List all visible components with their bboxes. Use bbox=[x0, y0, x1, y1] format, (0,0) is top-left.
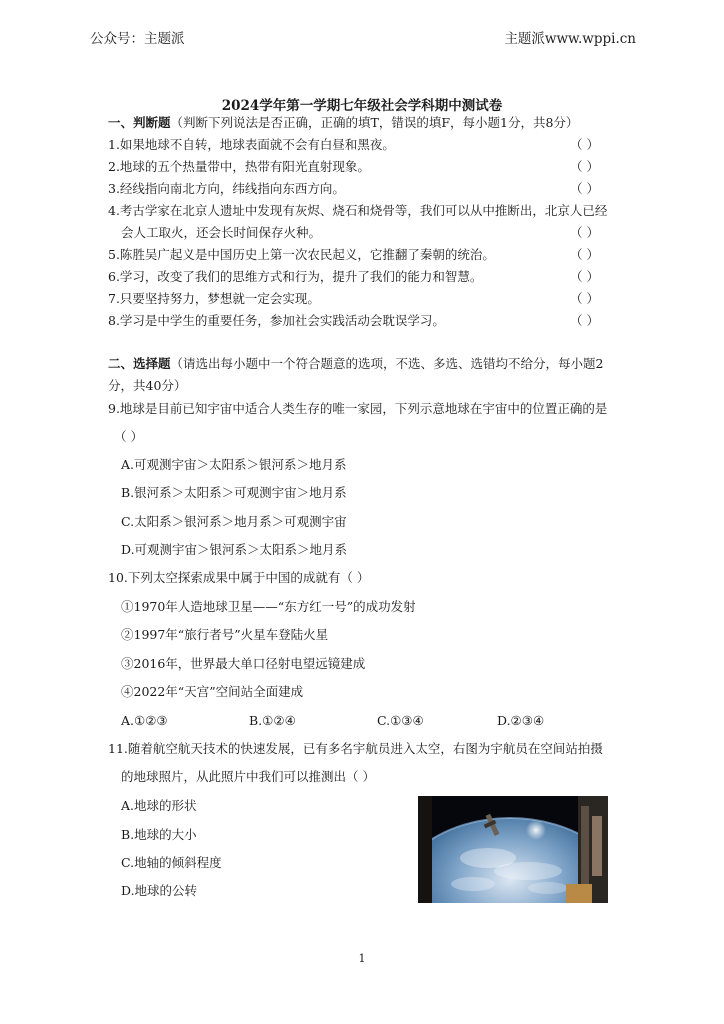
judge-item-text: 7.只要坚持努力，梦想就一定会实现。 bbox=[108, 291, 320, 306]
judge-item-text: 1.如果地球不自转，地球表面就不会有白昼和黑夜。 bbox=[108, 137, 395, 152]
answer-paren: （ ） bbox=[570, 247, 599, 262]
q9-stem: 9.地球是目前已知宇宙中适合人类生存的唯一家园，下列示意地球在宇宙中的位置正确的是 bbox=[108, 401, 608, 416]
header-right-text: 主题派www.wppi.cn bbox=[504, 31, 636, 47]
q11-option-d: D.地球的公转 bbox=[121, 883, 198, 898]
page-number: 1 bbox=[358, 952, 366, 965]
q10-option-d: D.②③④ bbox=[497, 713, 545, 728]
judge-item-3 bbox=[108, 178, 345, 200]
judge-item-8 bbox=[108, 310, 445, 332]
section1-heading bbox=[108, 112, 578, 134]
earth-photo-illustration bbox=[418, 796, 608, 903]
q9-option-d: D.可观测宇宙＞银河系＞太阳系＞地月系 bbox=[121, 542, 348, 557]
judge-item-text: 6.学习，改变了我们的思维方式和行为，提升了我们的能力和智慧。 bbox=[108, 269, 483, 284]
judge-item-text: 3.经线指向南北方向，纬线指向东西方向。 bbox=[108, 181, 345, 196]
q10-option-b: B.①②④ bbox=[249, 713, 296, 728]
earth-from-space-photo bbox=[418, 796, 608, 903]
judge-item-text: 2.地球的五个热量带中，热带有阳光直射现象。 bbox=[108, 159, 370, 174]
q11-option-c: C.地轴的倾斜程度 bbox=[121, 855, 222, 870]
q11-option-b: B.地球的大小 bbox=[121, 827, 197, 842]
q9-option-c: C.太阳系＞银河系＞地月系＞可观测宇宙 bbox=[121, 514, 347, 529]
q9-answer-paren: （ ） bbox=[114, 429, 143, 444]
q11-stem-cont: 的地球照片，从此照片中我们可以推测出（ ） bbox=[121, 769, 375, 784]
answer-paren: （ ） bbox=[570, 159, 599, 174]
q9-option-b: B.银河系＞太阳系＞可观测宇宙＞地月系 bbox=[121, 485, 347, 500]
judge-item-text: 4.考古学家在北京人遗址中发现有灰烬、烧石和烧骨等，我们可以从中推断出，北京人已经 bbox=[108, 203, 608, 218]
answer-paren: （ ） bbox=[570, 181, 599, 196]
q9-option-a: A.可观测宇宙＞太阳系＞银河系＞地月系 bbox=[121, 457, 347, 472]
q10-statement-4: ④2022年“天宫”空间站全面建成 bbox=[121, 684, 304, 699]
exam-title: 2024学年第一学期七年级社会学科期中测试卷 bbox=[221, 98, 503, 114]
judge-item-7 bbox=[108, 288, 320, 310]
q11-option-a: A.地球的形状 bbox=[121, 798, 197, 813]
answer-paren: （ ） bbox=[570, 291, 599, 306]
header-left-text: 公众号：主题派 bbox=[90, 31, 185, 47]
q10-statement-3: ③2016年，世界最大单口径射电望远镜建成 bbox=[121, 656, 366, 671]
judge-item-4 bbox=[108, 200, 607, 222]
answer-paren: （ ） bbox=[570, 137, 599, 152]
judge-item-5 bbox=[108, 244, 495, 266]
q10-statement-1: ①1970年人造地球卫星——“东方红一号”的成功发射 bbox=[121, 599, 416, 614]
judge-item-text: 5.陈胜吴广起义是中国历史上第一次农民起义，它推翻了秦朝的统治。 bbox=[108, 247, 495, 262]
section1-label: 一、判断题 bbox=[108, 115, 171, 130]
q10-option-a: A.①②③ bbox=[121, 713, 168, 728]
answer-paren: （ ） bbox=[570, 269, 599, 284]
q10-stem: 10.下列太空探索成果中属于中国的成就有（ ） bbox=[108, 570, 370, 585]
judge-item-text: 8.学习是中学生的重要任务，参加社会实践活动会耽误学习。 bbox=[108, 313, 445, 328]
judge-item-text: 会人工取火，还会长时间保存火种。 bbox=[121, 225, 322, 240]
answer-paren: （ ） bbox=[570, 225, 599, 240]
judge-item-6 bbox=[108, 266, 482, 288]
q10-statement-2: ②1997年“旅行者号”火星车登陆火星 bbox=[121, 627, 329, 642]
section2-instruction: （请选出每小题中一个符合题意的选项，不选、多选、选错均不给分，每小题2 bbox=[170, 356, 604, 371]
q10-option-c: C.①③④ bbox=[377, 713, 424, 728]
section2-label: 二、选择题 bbox=[108, 356, 171, 371]
judge-item-4-continued bbox=[121, 222, 321, 244]
section2-instruction-cont: 分，共40分） bbox=[108, 378, 187, 393]
judge-item-2 bbox=[108, 156, 370, 178]
judge-item-1 bbox=[108, 134, 395, 156]
answer-paren: （ ） bbox=[570, 313, 599, 328]
section2-heading bbox=[108, 353, 603, 375]
section1-instruction: （判断下列说法是否正确，正确的填T，错误的填F，每小题1分，共8分） bbox=[170, 115, 579, 130]
q11-stem: 11.随着航空航天技术的快速发展，已有多名宇航员进入太空，右图为宇航员在空间站拍摄 bbox=[108, 741, 603, 756]
